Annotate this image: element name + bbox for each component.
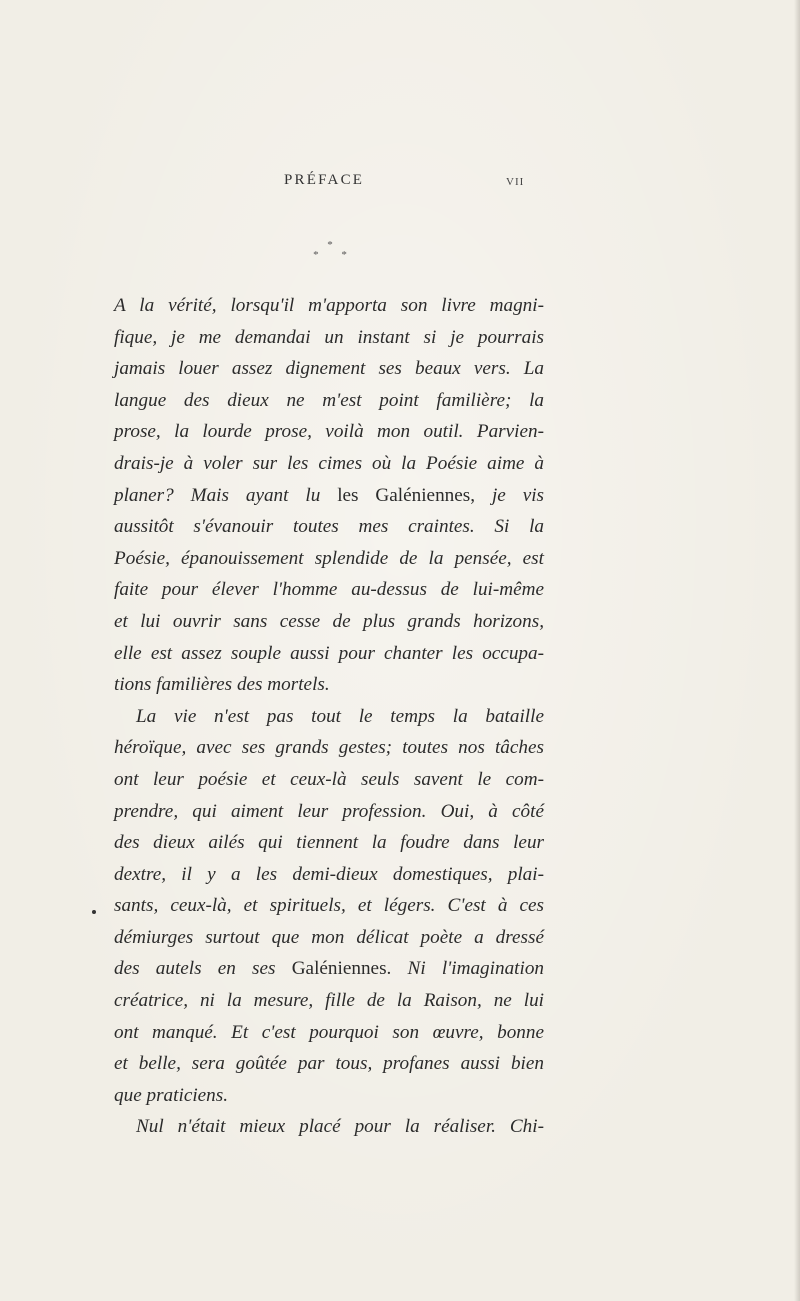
text-line: Poésie, épanouissement splendide de la pensée, est [114,547,544,569]
text-line: des dieux ailés qui tiennent la foudre dans leur [114,832,544,854]
text-line: elle est assez souple aussi pour chanter les occupa- [114,642,544,664]
text-line: prendre, qui aiment leur profession. Oui, à côté [114,800,544,822]
paragraph-1 [114,290,544,701]
text-line: ont leur poésie et ceux-là seuls savent le com- [114,768,544,790]
text-line: Nul n'était mieux placé pour la réaliser. Chi- [136,1116,544,1138]
book-title-roman: les Galéniennes, [337,484,476,506]
text-line: héroïque, avec ses grands gestes; toutes nos tâches [114,737,544,759]
text-line: drais-je à voler sur les cimes où la Poésie aime à [114,452,544,474]
text-line: tions familières des mortels. [114,674,330,696]
text-line: A la vérité, lorsqu'il m'apporta son livre magni- [114,295,544,316]
asterism-bottom: * * [313,249,357,261]
text-line: démiurges surtout que mon délicat poète a dressé [114,926,544,948]
text-line: prose, la lourde prose, voilà mon outil. Parvien- [114,421,544,443]
text-line: et belle, sera goûtée par tous, profanes aussi bien [114,1053,544,1075]
asterism-separator [300,240,360,270]
text-line: ont manqué. Et c'est pourquoi son œuvre, bonne [114,1021,544,1043]
text-line: La vie n'est pas tout le temps la bataille [136,705,544,727]
text-line-mixed [114,953,544,985]
running-head [0,172,800,192]
text-line: langue des dieux ne m'est point familière; la [114,389,544,411]
text-line: aussitôt s'évanouir toutes mes craintes. Si la [114,516,544,538]
page-number: VII [506,176,525,188]
running-title: PRÉFACE [284,172,365,188]
text-line: créatrice, ni la mesure, fille de la Raison, ne lui [114,990,544,1012]
italic-fragment: je vis [491,484,545,506]
paragraph-2 [114,701,544,1112]
text-line: faite pour élever l'homme au-dessus de lui-même [114,579,544,601]
italic-fragment: planer? Mais ayant lu [114,484,321,506]
ink-speck [92,910,96,914]
italic-fragment: Ni l'imagination [407,958,545,980]
text-line: et lui ouvrir sans cesse de plus grands horizons, [114,610,544,632]
italic-fragment: des autels en ses [114,958,276,980]
text-line: jamais louer assez dignement ses beaux vers. La [114,358,544,380]
book-title-roman: Galéniennes. [291,958,392,980]
text-line: fique, je me demandai un instant si je pourrais [114,326,544,348]
paragraph-3 [114,1111,544,1143]
text-line: sants, ceux-là, et spirituels, et légers. C'est à ces [114,895,544,917]
text-line-mixed [114,480,544,512]
text-line: que praticiens. [114,1084,229,1106]
body-text [114,290,544,1143]
page-edge-shadow [794,0,800,1301]
asterism-top: * [327,239,333,251]
text-line: dextre, il y a les demi-dieux domestiques, plai- [114,863,544,885]
